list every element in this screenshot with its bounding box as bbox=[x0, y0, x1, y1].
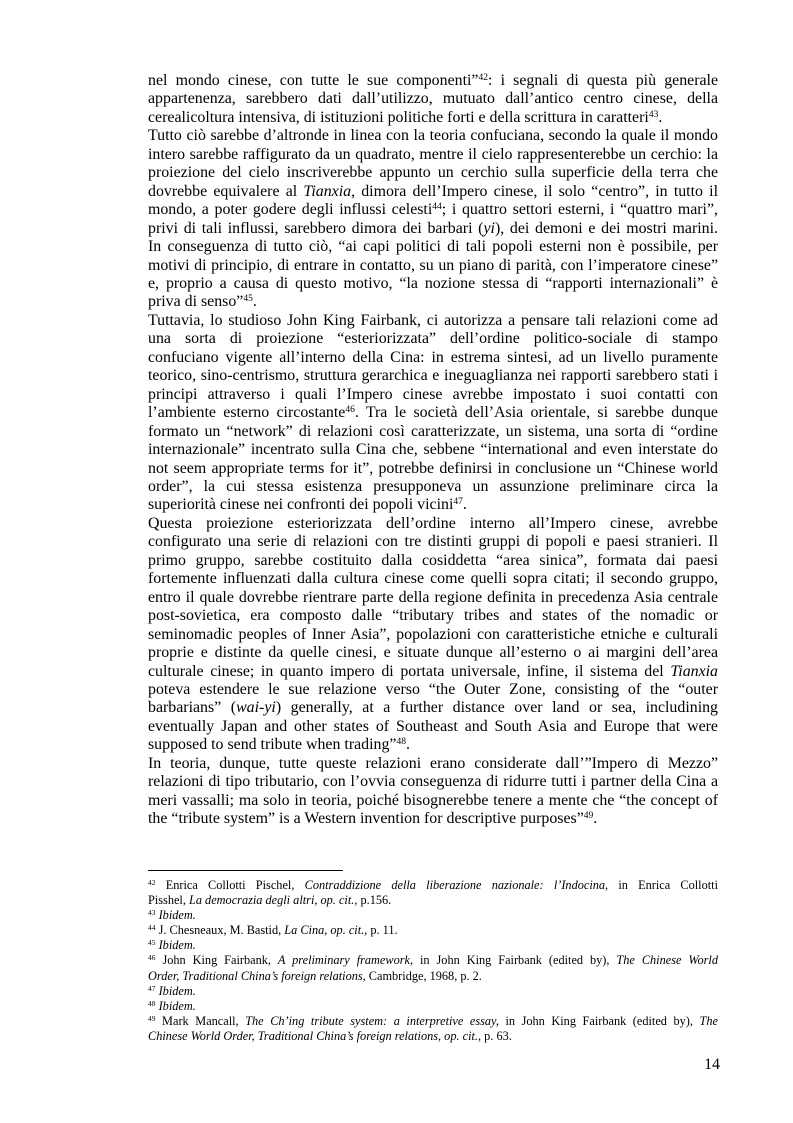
body-line bbox=[148, 386, 718, 404]
footnote-line bbox=[148, 878, 718, 893]
body-text: motivi di principio, di entrare in contatto, su un piano di parità, con l’imperatore cinese” bbox=[148, 256, 718, 274]
body-text: nel mondo cinese, con tutte le sue componenti” bbox=[148, 72, 479, 89]
body-text: , dimora dell’Impero cinese, il solo “centro”, in tutto il bbox=[351, 182, 718, 200]
footnote-text: in John King Fairbank (edited by), bbox=[498, 1013, 700, 1028]
footnote-italic: The Ch’ing tribute system: a interpretive essay, bbox=[245, 1013, 499, 1028]
footnote-text: Enrica Collotti Pischel, bbox=[155, 878, 305, 892]
body-line bbox=[148, 589, 718, 607]
body-line bbox=[148, 607, 718, 625]
footnote-ref: 47 bbox=[148, 983, 156, 993]
footnote-line bbox=[148, 969, 718, 984]
body-text: mondo, a poter godere degli influssi celesti bbox=[148, 201, 433, 219]
footnote-italic: The bbox=[699, 1013, 718, 1028]
body-line bbox=[148, 257, 718, 275]
footnote-text: J. Chesneaux, M. Bastid, bbox=[155, 923, 285, 938]
footnote-italic: Ibidem. bbox=[158, 983, 196, 998]
body-text: appartenenza, sarebbero dati dall’utilizzo, mutuato dall’antico centro cinese, della bbox=[148, 90, 718, 108]
body-line bbox=[148, 275, 718, 293]
body-text: supposed to send tribute when trading” bbox=[148, 736, 397, 754]
footnote-text: Cambridge, 1968, p. 2. bbox=[365, 968, 482, 983]
body-line bbox=[148, 367, 718, 385]
body-line bbox=[148, 90, 718, 108]
body-line bbox=[148, 681, 718, 699]
footnote-line bbox=[148, 953, 718, 968]
footnote-line bbox=[148, 938, 718, 953]
body-italic: wai-yi bbox=[236, 699, 276, 717]
footnote-italic: The Chinese World bbox=[616, 953, 718, 968]
footnote-text: p. 63. bbox=[481, 1028, 512, 1043]
footnotes bbox=[148, 878, 718, 1044]
body-text: teorico, sino-centrismo, struttura gerarchica e ineguaglianza nei rapporti sarebbero stati i bbox=[148, 367, 718, 385]
body-text: ; i quattro settori esterni, i “quattro mari”, bbox=[441, 201, 719, 219]
body-text: internazionale” incentrato sulla Cina che, sebbene “international and even interstate do bbox=[148, 441, 718, 459]
body-text: ), dei demoni e dei mostri marini. bbox=[494, 219, 718, 237]
body-line bbox=[148, 127, 718, 145]
footnote-line bbox=[148, 999, 718, 1014]
body-text: . bbox=[252, 293, 257, 311]
page-number: 14 bbox=[704, 1056, 720, 1073]
footnote-italic: Chinese World Order, Traditional China’s foreign relations, op. cit., bbox=[148, 1028, 482, 1043]
footnote-ref: 49 bbox=[583, 811, 594, 822]
body-line bbox=[148, 552, 718, 570]
body-text: l’ambiente esterno circostante bbox=[148, 404, 346, 422]
footnote-ref: 46 bbox=[148, 953, 156, 963]
footnote-ref: 49 bbox=[148, 1013, 156, 1023]
body-line bbox=[148, 810, 718, 828]
footnote-ref: 44 bbox=[432, 202, 442, 213]
footnote-ref: 45 bbox=[148, 938, 156, 948]
body-text: poteva estendere le sue relazione verso “the Outer Zone, consisting of the “outer bbox=[148, 680, 718, 698]
body-text: . bbox=[593, 810, 598, 828]
body-line bbox=[148, 164, 718, 182]
body-text: superiorità cinese nei confronti dei popoli vicini bbox=[148, 496, 454, 514]
body-line bbox=[148, 460, 718, 478]
body-text: una sorta di proiezione “esteriorizzata” dell’ordine politico-sociale di stampo bbox=[148, 330, 718, 348]
body-text: eventually Japan and other states of Southeast and South Asia and Europe that were bbox=[148, 717, 718, 735]
footnote-italic: Ibidem. bbox=[158, 938, 196, 953]
body-line bbox=[148, 718, 718, 736]
footnote-italic: Contraddizione della liberazione nazionale: l’Indocina, bbox=[304, 878, 609, 892]
body-text: privi di tali influssi, sarebbero dimora dei barbari ( bbox=[148, 219, 484, 237]
body-text: ) generally, at a further distance over land or sea, includining bbox=[275, 699, 718, 717]
footnote-line bbox=[148, 908, 718, 923]
body-line bbox=[148, 441, 718, 459]
body-line bbox=[148, 736, 718, 754]
body-text: principi attraverso i quali l’Impero cinese avrebbe impostato i suoi contatti con bbox=[148, 385, 718, 403]
body-text: fortemente influenzati dalla cultura cinese come quelli sopra citati; il secondo gruppo, bbox=[148, 570, 718, 588]
body-text: order”, la cui stessa esistenza presupponeva un assunzione preliminare circa la bbox=[148, 477, 718, 495]
footnote-text: Pisshel, bbox=[148, 893, 189, 908]
body-line bbox=[148, 792, 718, 810]
footnote-ref: 47 bbox=[453, 497, 463, 508]
footnote-ref: 45 bbox=[243, 294, 253, 305]
footnote-line bbox=[148, 923, 718, 938]
body-italic: Tianxia bbox=[670, 662, 718, 680]
body-line bbox=[148, 330, 718, 348]
footnote-line bbox=[148, 984, 718, 999]
body-text: post-sovietica, era composto dalle “tributary tribes and states of the nomadic or bbox=[148, 607, 718, 625]
body-line bbox=[148, 515, 718, 533]
body-line bbox=[148, 404, 718, 422]
body-line bbox=[148, 72, 718, 90]
body-text: . bbox=[462, 496, 467, 514]
footnote-italic: La democrazia degli altri, op. cit., bbox=[189, 893, 358, 908]
body-text: confuciano vigente all’interno della Cina: in estrema sintesi, ad un livello puramente bbox=[148, 348, 718, 366]
body-text: barbarians” ( bbox=[148, 699, 237, 717]
body-line bbox=[148, 570, 718, 588]
footnote-text: Mark Mancall, bbox=[155, 1013, 246, 1028]
body-line bbox=[148, 312, 718, 330]
body-text: . bbox=[405, 736, 410, 754]
footnote-text: in John King Fairbank (edited by), bbox=[413, 953, 617, 968]
footnote-ref: 48 bbox=[396, 737, 406, 748]
footnote-ref: 43 bbox=[648, 109, 659, 120]
footnote-italic: Order, Traditional China’s foreign relations, bbox=[148, 968, 366, 983]
body-text: cerealicoltura intensiva, di istituzioni politiche forti e della scrittura in caratteri bbox=[148, 108, 649, 126]
footnote-list bbox=[148, 878, 718, 1044]
body-text: In teoria, dunque, tutte queste relazioni erano considerate dall’”Impero di Mezzo” bbox=[148, 754, 718, 772]
body-line bbox=[148, 663, 718, 681]
body-text: the “tribute system” is a Western invention for descriptive purposes” bbox=[148, 810, 584, 828]
body-text: formato un “network” di relazioni così caratterizzate, un sistema, una sorta di “ordine bbox=[148, 422, 718, 440]
body-text: intero sarebbe raffigurato da un quadrato, mentre il cielo rappresenterebbe un cerchio: la bbox=[148, 145, 718, 163]
body-text: configurato una serie di relazioni con tre distinti gruppi di popoli e paesi stranieri. Il bbox=[148, 533, 718, 551]
body-text: proiezione del cielo inscriverebbe appunto un cerchio sulla superficie della terra che bbox=[148, 164, 718, 182]
body-line bbox=[148, 238, 718, 256]
footnote-ref: 43 bbox=[148, 908, 156, 918]
footnote-ref: 46 bbox=[345, 405, 355, 416]
footnote-ref: 42 bbox=[148, 878, 156, 887]
footnote-italic: Ibidem. bbox=[158, 908, 196, 923]
footnote-text: p.156. bbox=[357, 893, 392, 908]
footnote-line bbox=[148, 893, 718, 908]
body-line bbox=[148, 478, 718, 496]
footnote-line bbox=[148, 1014, 718, 1029]
footnote-separator bbox=[148, 870, 343, 871]
body-line bbox=[148, 146, 718, 164]
body-italic: yi bbox=[483, 219, 495, 237]
body-text: priva di senso” bbox=[148, 293, 244, 311]
body-text: . bbox=[658, 108, 663, 126]
body-line bbox=[148, 201, 718, 219]
body-line bbox=[148, 533, 718, 551]
footnote-text: p. 11. bbox=[367, 923, 398, 938]
body-text: . Tra le società dell’Asia orientale, si sarebbe dunque bbox=[354, 404, 718, 422]
footnote-text: in Enrica Collotti bbox=[608, 878, 718, 892]
body-italic: Tianxia bbox=[303, 182, 352, 200]
footnote-italic: A preliminary framework, bbox=[277, 953, 414, 968]
body-text: meri vassalli; ma solo in teoria, poiché bisognerebbe tenere a mente che “the concept of bbox=[148, 791, 718, 809]
body-text: : i segnali di questa più generale bbox=[487, 72, 719, 89]
body-paragraphs bbox=[148, 72, 718, 829]
body-line bbox=[148, 349, 718, 367]
body-text: primo gruppo, sarebbe costituito dalla cosiddetta “area sinica”, formata dai paesi bbox=[148, 551, 718, 569]
body-line bbox=[148, 423, 718, 441]
footnote-text: John King Fairbank, bbox=[155, 953, 278, 968]
body-text bbox=[148, 72, 718, 829]
body-text: relazioni di tipo tributario, con l’ovvia conseguenza di ridurre tutti i partner della Cina a bbox=[148, 773, 718, 791]
body-text: Tuttavia, lo studioso John King Fairbank, ci autorizza a pensare tali relazioni come ad bbox=[148, 311, 718, 329]
footnote-italic: La Cina, op. cit., bbox=[284, 923, 368, 938]
body-line bbox=[148, 183, 718, 201]
body-line bbox=[148, 626, 718, 644]
body-line bbox=[148, 496, 718, 514]
body-line bbox=[148, 293, 718, 311]
body-line bbox=[148, 699, 718, 717]
body-text: Questa proiezione esteriorizzata dell’ordine interno all’Impero cinese, avrebbe bbox=[148, 514, 718, 532]
body-text: entro il quale dovrebbe rientrare parte della regione definita in precedenza Asia centrale bbox=[148, 588, 718, 606]
body-text: seminomadic peoples of Inner Asia”, popolazioni con caratteristiche etniche e culturali bbox=[148, 625, 718, 643]
footnote-ref: 42 bbox=[478, 73, 488, 83]
body-text: e, proprio a causa di questo motivo, “la nozione stessa di “rapporti internazionali” è bbox=[148, 274, 718, 292]
body-text: proprie e distinte da quelle cinesi, e situate dunque all’esterno o ai margini dell’area bbox=[148, 644, 718, 662]
footnote-ref: 44 bbox=[148, 923, 156, 933]
body-text: In conseguenza di tutto ciò, “ai capi politici di tali popoli esterni non è possibile, per bbox=[148, 238, 718, 256]
body-text: dovrebbe equivalere al bbox=[148, 182, 304, 200]
body-line bbox=[148, 773, 718, 791]
body-line bbox=[148, 644, 718, 662]
body-text: culturale cinese; in quanto impero di portata universale, infine, il sistema del bbox=[148, 662, 671, 680]
body-text: not seem appropriate terms for it”, potrebbe definirsi in conclusione un “Chinese world bbox=[148, 459, 718, 477]
body-line bbox=[148, 109, 718, 127]
footnote-line bbox=[148, 1029, 718, 1044]
footnote-ref: 48 bbox=[148, 998, 156, 1008]
footnote-italic: Ibidem. bbox=[158, 998, 196, 1013]
body-line bbox=[148, 755, 718, 773]
body-line bbox=[148, 220, 718, 238]
body-text: Tutto ciò sarebbe d’altronde in linea con la teoria confuciana, secondo la quale il mondo bbox=[148, 127, 718, 145]
